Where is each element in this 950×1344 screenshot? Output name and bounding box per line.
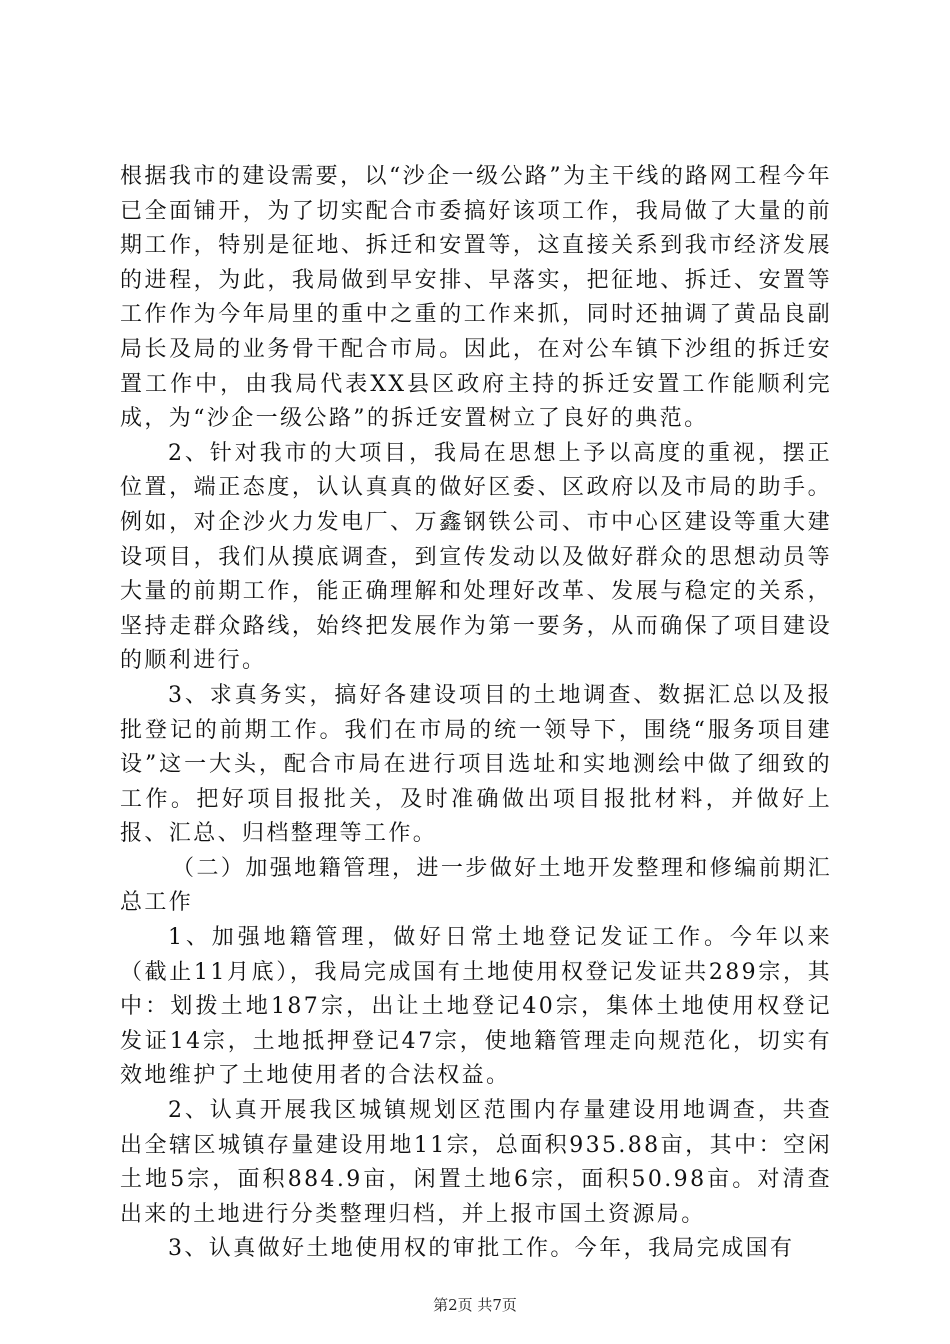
paragraph-item-3-land-approval: 3、认真做好土地使用权的审批工作。今年，我局完成国有 [168, 1236, 795, 1262]
paragraph-item-1-land-registration: 1、加强地籍管理，做好日常土地登记发证工作。今年以来（截止11月底），我局完成国有土地使用权登记发证共289宗，其中：划拨土地187宗，出让土地登记40宗，集体土地使用权登记发证14宗，土地抵押登记47宗，使地籍管理走向规范化，切实有效地维护了土地使用者的合法权益。 [120, 925, 832, 1089]
paragraph-item-3: 3、求真务实，搞好各建设项目的土地调查、数据汇总以及报批登记的前期工作。我们在市局的统一领导下，围绕“服务项目建设”这一大头，配合市局在进行项目选址和实地测绘中做了细致的工作。把好项目报批关，及时准确做出项目报批材料，并做好上报、汇总、归档整理等工作。 [120, 682, 832, 847]
page-footer [0, 1294, 950, 1315]
paragraph-continuation: 根据我市的建设需要，以“沙企一级公路”为主干线的路网工程今年已全面铺开，为了切实配合市委搞好该项工作，我局做了大量的前期工作，特别是征地、拆迁和安置等，这直接关系到我市经济发展的进程，为此，我局做到早安排、早落实，把征地、拆迁、安置等工作作为今年局里的重中之重的工作来抓，同时还抽调了黄品良副局长及局的业务骨干配合市局。因此，在对公车镇下沙组的拆迁安置工作中，由我局代表XX县区政府主持的拆迁安置工作能顺利完成，为“沙企一级公路”的拆迁安置树立了良好的典范。 [120, 164, 832, 432]
section-heading-2: （二）加强地籍管理，进一步做好土地开发整理和修编前期汇总工作 [120, 855, 832, 916]
paragraph-item-2: 2、针对我市的大项目，我局在思想上予以高度的重视，摆正位置，端正态度，认认真真的做好区委、区政府以及市局的助手。例如，对企沙火力发电厂、万鑫钢铁公司、市中心区建设等重大建设项目，我们从摸底调查，到宣传发动以及做好群众的思想动员等大量的前期工作，能正确理解和处理好改革、发展与稳定的关系，坚持走群众路线，始终把发展作为第一要务，从而确保了项目建设的顺利进行。 [120, 440, 832, 674]
paragraph-item-2-land-survey: 2、认真开展我区城镇规划区范围内存量建设用地调查，共查出全辖区城镇存量建设用地11宗，总面积935.88亩，其中：空闲土地5宗，面积884.9亩，闲置土地6宗，面积50.98亩。对清查出来的土地进行分类整理归档，并上报市国土资源局。 [120, 1098, 832, 1227]
page-number: 第2页 共7页 [433, 1296, 517, 1314]
document-body [120, 160, 832, 1267]
